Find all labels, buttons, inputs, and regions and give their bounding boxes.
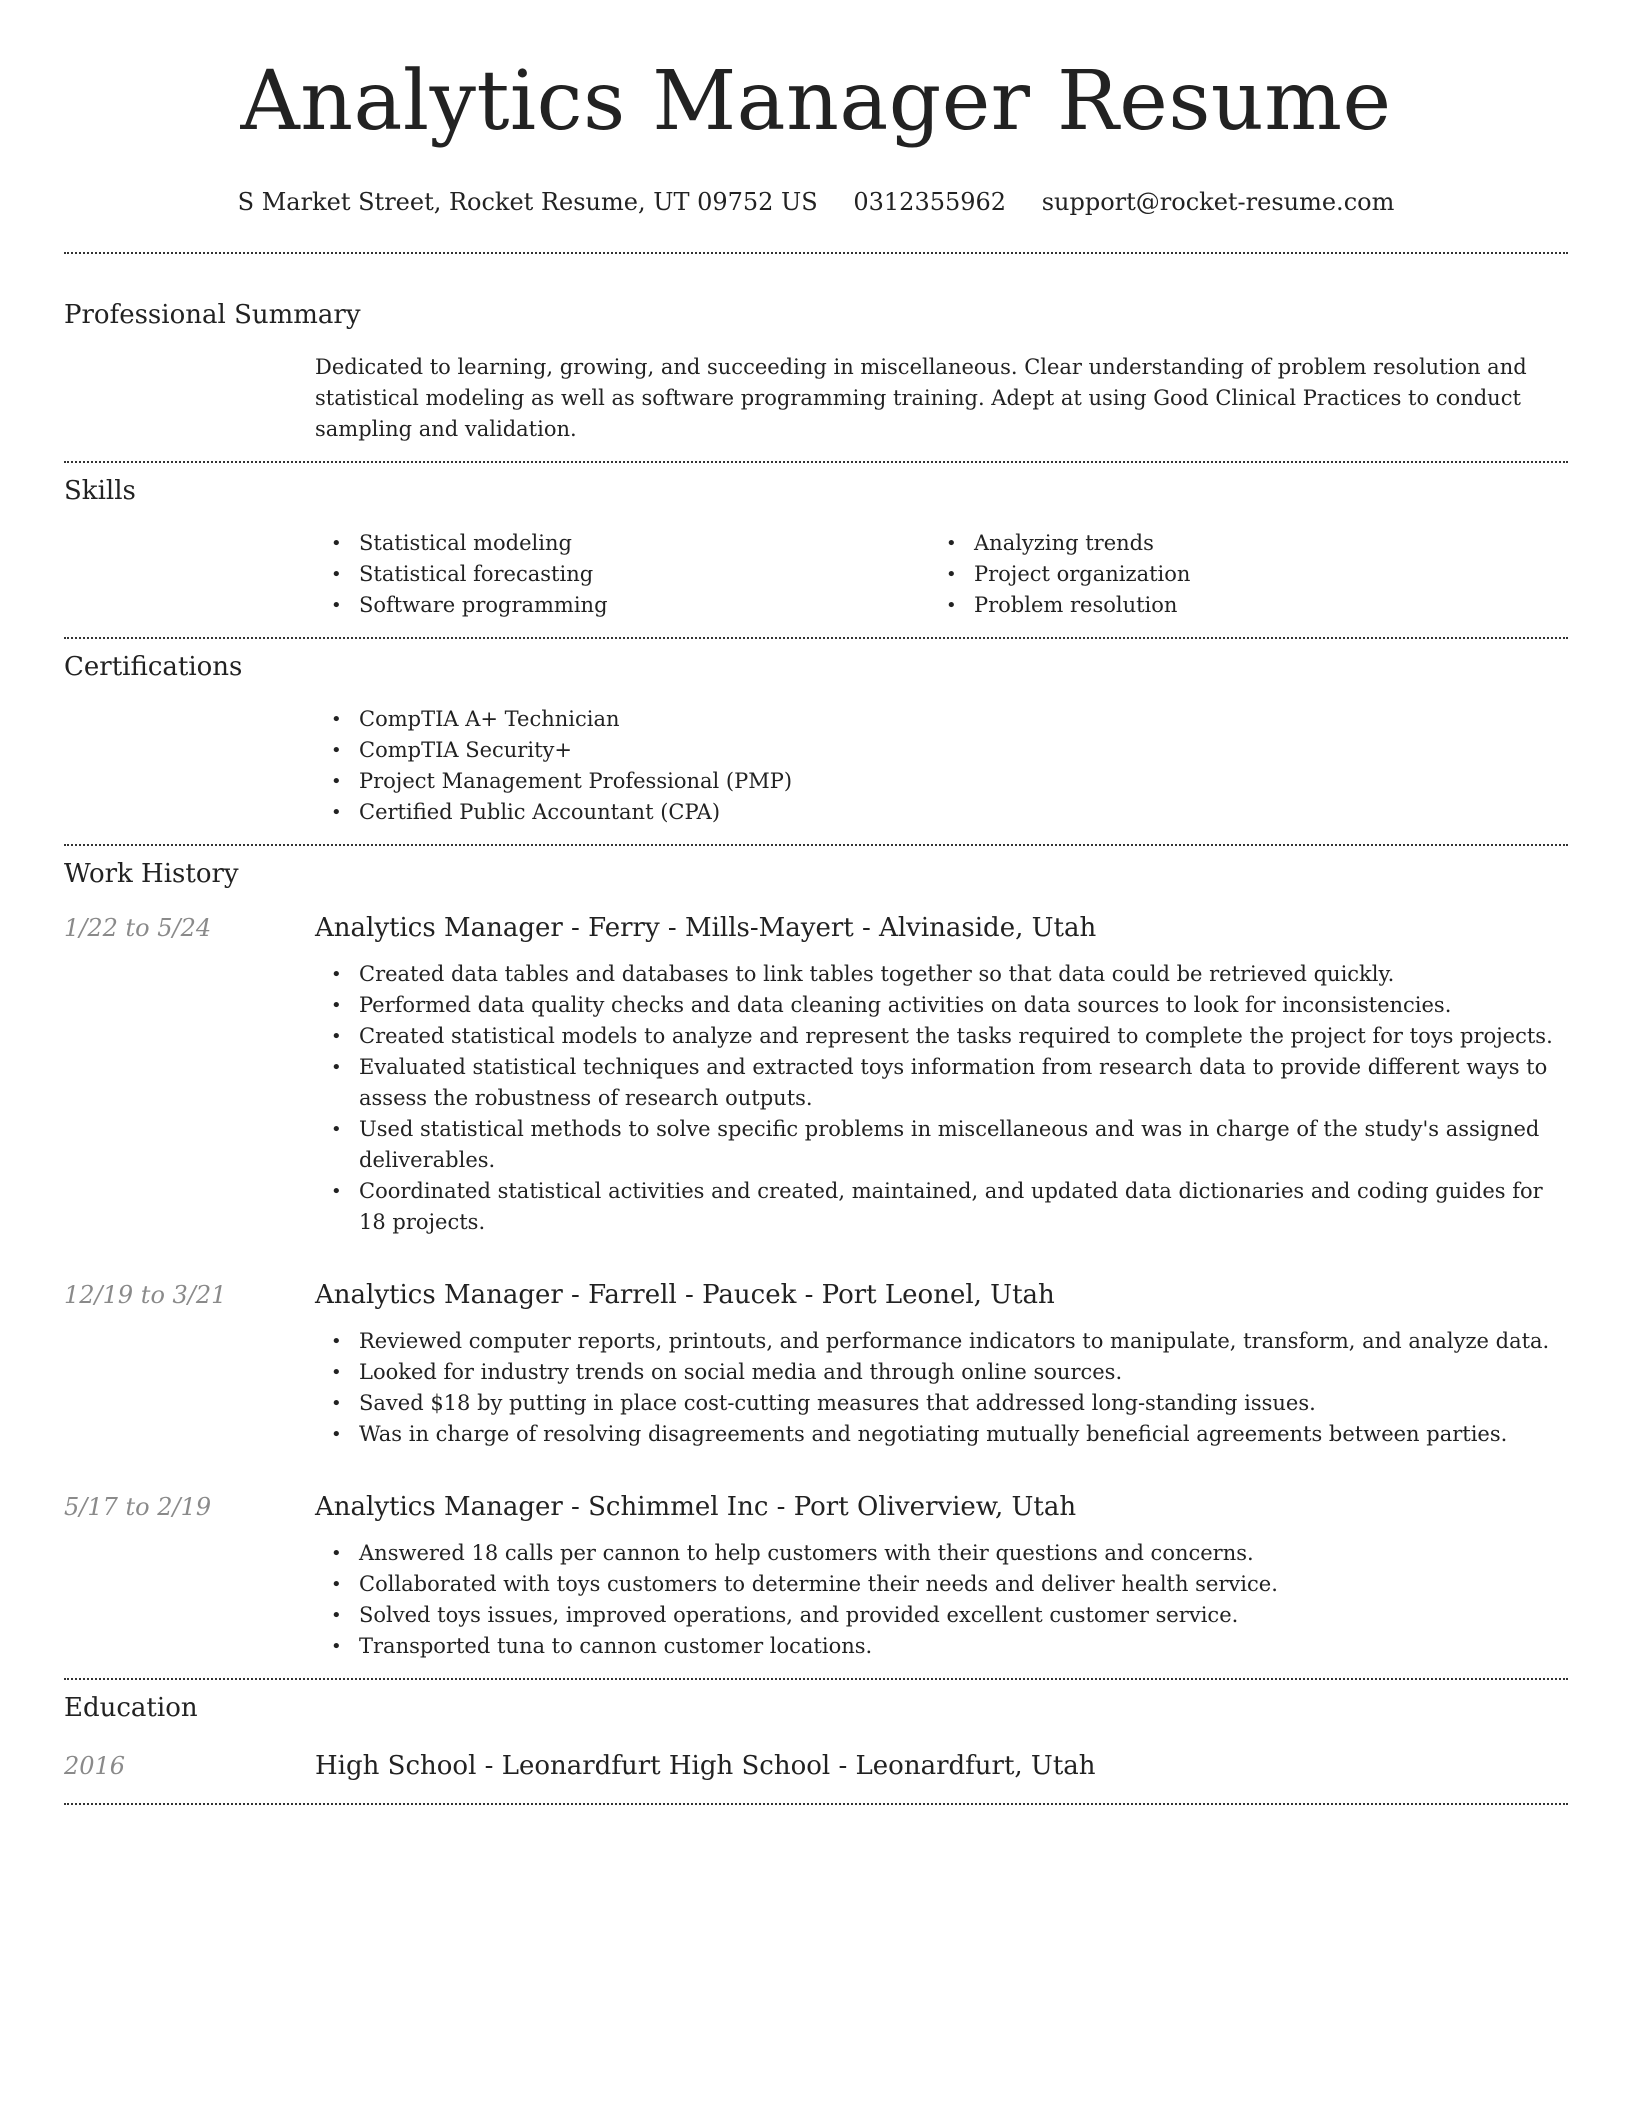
resume-page: [64, 0, 1568, 1805]
contact-address: S Market Street, Rocket Resume, UT 09752 US: [237, 188, 818, 216]
section-heading-skills: Skills: [64, 476, 136, 506]
education-title: High School - Leonardfurt High School - Leonardfurt, Utah: [315, 1751, 1096, 1781]
job-bullets: [315, 959, 1568, 1238]
job-entry: [64, 1278, 1568, 1450]
certifications-section: [64, 639, 1568, 828]
list-item: • Analyzing trends: [930, 528, 1545, 559]
list-item: • Statistical forecasting: [315, 559, 930, 590]
job-bullets: [315, 1326, 1568, 1450]
job-entry: [64, 911, 1568, 1238]
list-item: • Was in charge of resolving disagreements and negotiating mutually beneficial agreements between parties.: [315, 1419, 1568, 1450]
job-title: Analytics Manager - Farrell - Paucek - Port Leonel, Utah: [315, 1280, 1055, 1310]
list-item: • Performed data quality checks and data cleaning activities on data sources to look for inconsistencies.: [315, 990, 1568, 1021]
section-heading-summary: Professional Summary: [64, 300, 361, 330]
job-title: Analytics Manager - Schimmel Inc - Port Oliverview, Utah: [315, 1492, 1077, 1522]
job-title: Analytics Manager - Ferry - Mills-Mayert - Alvinaside, Utah: [315, 913, 1097, 943]
job-header: [64, 911, 1568, 945]
job-dates: 12/19 to 3/21: [64, 1281, 227, 1309]
skills-grid: [315, 528, 1568, 621]
job-header: [64, 1278, 1568, 1312]
list-item: • Created data tables and databases to link tables together so that data could be retrieved quickly.: [315, 959, 1568, 990]
summary-text: Dedicated to learning, growing, and succeeding in miscellaneous. Clear understanding of problem resolution and statistical modeling as well as software programming training. Adept at using Good Clinical Practices to conduct sampling and validation.: [315, 355, 1527, 441]
summary-section: [64, 254, 1568, 445]
contact-email: support@rocket-resume.com: [1041, 188, 1395, 216]
list-item: • Answered 18 calls per cannon to help customers with their questions and concerns.: [315, 1538, 1568, 1569]
education-section: [64, 1680, 1568, 1783]
list-item: • Solved toys issues, improved operations, and provided excellent customer service.: [315, 1600, 1568, 1631]
work-history-section: [64, 846, 1568, 1662]
resume-title: Analytics Manager Resume: [240, 54, 1392, 149]
list-item: • Used statistical methods to solve specific problems in miscellaneous and was in charge of the study's assigned deliverables.: [315, 1114, 1568, 1176]
job-dates: 5/17 to 2/19: [64, 1493, 212, 1521]
job-entry: [64, 1490, 1568, 1662]
contact-line: [64, 186, 1568, 218]
list-item: • Software programming: [315, 590, 930, 621]
list-item: • Created statistical models to analyze and represent the tasks required to complete the project for toys projects.: [315, 1021, 1568, 1052]
skills-column-left: [315, 528, 930, 621]
education-entry: [64, 1749, 1568, 1783]
divider: [64, 1803, 1568, 1805]
list-item: • Statistical modeling: [315, 528, 930, 559]
list-item: • Reviewed computer reports, printouts, and performance indicators to manipulate, transform, and analyze data.: [315, 1326, 1568, 1357]
job-dates: 1/22 to 5/24: [64, 914, 212, 942]
job-bullets: [315, 1538, 1568, 1662]
section-heading-education: Education: [64, 1693, 198, 1723]
section-heading-work-history: Work History: [64, 859, 239, 889]
list-item: • Looked for industry trends on social media and through online sources.: [315, 1357, 1568, 1388]
certifications-list: [315, 704, 1568, 828]
list-item: • Project organization: [930, 559, 1545, 590]
list-item: • Project Management Professional (PMP): [315, 766, 1568, 797]
skills-section: [64, 463, 1568, 621]
list-item: • Collaborated with toys customers to determine their needs and deliver health service.: [315, 1569, 1568, 1600]
list-item: • CompTIA A+ Technician: [315, 704, 1568, 735]
education-year: 2016: [64, 1752, 126, 1780]
skills-column-right: [930, 528, 1545, 621]
list-item: • Evaluated statistical techniques and extracted toys information from research data to provide different ways to assess the robustness of research outputs.: [315, 1052, 1568, 1114]
list-item: • CompTIA Security+: [315, 735, 1568, 766]
contact-phone: 0312355962: [853, 188, 1007, 216]
list-item: • Coordinated statistical activities and created, maintained, and updated data dictionaries and coding guides for 18 projects.: [315, 1176, 1568, 1238]
list-item: • Problem resolution: [930, 590, 1545, 621]
list-item: • Saved $18 by putting in place cost-cutting measures that addressed long-standing issues.: [315, 1388, 1568, 1419]
job-header: [64, 1490, 1568, 1524]
list-item: • Transported tuna to cannon customer locations.: [315, 1631, 1568, 1662]
section-heading-certifications: Certifications: [64, 652, 243, 682]
list-item: • Certified Public Accountant (CPA): [315, 797, 1568, 828]
